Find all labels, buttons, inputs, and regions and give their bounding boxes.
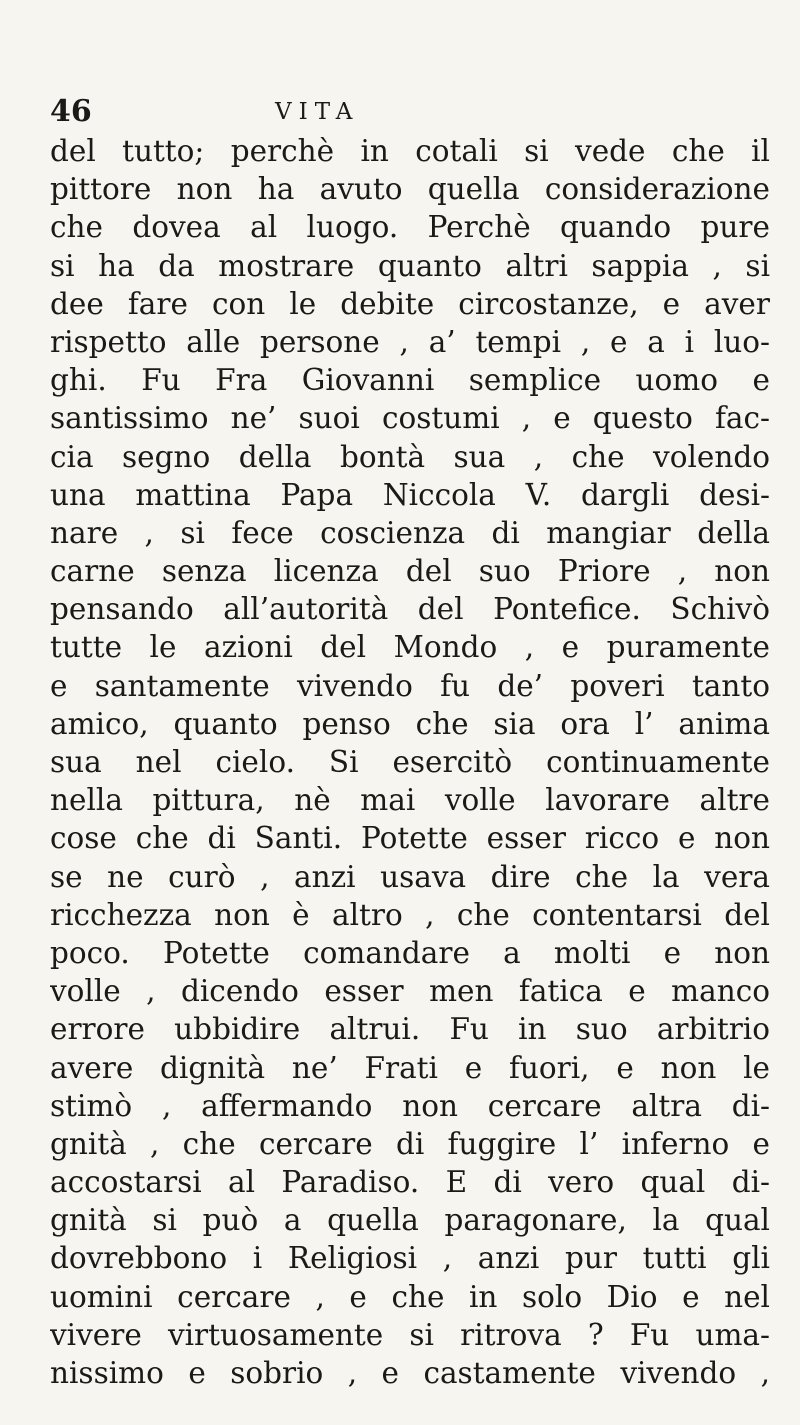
page-header — [50, 92, 770, 132]
text-line: se ne curò , anzi usava dire che la vera — [50, 859, 770, 894]
text-line: carne senza licenza del suo Priore , non — [50, 554, 770, 589]
text-line: rispetto alle persone , a’ tempi , e a i luo- — [50, 324, 770, 359]
text-line: nare , si fece coscienza di mangiar della — [50, 515, 770, 550]
body-text — [50, 132, 770, 1392]
text-line: poco. Potette comandare a molti e non — [50, 935, 770, 970]
text-line: del tutto; perchè in cotali si vede che il — [50, 134, 770, 168]
text-line: ghi. Fu Fra Giovanni semplice uomo e — [50, 363, 770, 398]
text-line: nella pittura, nè mai volle lavorare altre — [50, 783, 770, 818]
text-line: una mattina Papa Niccola V. dargli desi- — [50, 477, 770, 512]
text-line: gnità , che cercare di fuggire l’ inferno e — [50, 1126, 770, 1161]
text-line: dee fare con le debite circostanze, e aver — [50, 286, 770, 321]
text-line: gnità si può a quella paragonare, la qual — [50, 1203, 770, 1238]
text-line: cose che di Santi. Potette esser ricco e non — [50, 821, 770, 856]
text-line: ricchezza non è altro , che contentarsi del — [50, 897, 770, 932]
text-line: volle , dicendo esser men fatica e manco — [50, 974, 770, 1009]
text-line: stimò , affermando non cercare altra di- — [50, 1088, 770, 1123]
text-line: cia segno della bontà sua , che volendo — [50, 439, 770, 474]
text-line: nissimo e sobrio , e castamente vivendo , — [50, 1356, 770, 1390]
text-line: tutte le azioni del Mondo , e puramente — [50, 630, 770, 665]
text-line: pensando all’autorità del Pontefice. Schivò — [50, 592, 770, 627]
text-line: sua nel cielo. Si esercitò continuamente — [50, 745, 770, 779]
text-line: avere dignità ne’ Frati e fuori, e non le — [50, 1050, 770, 1085]
text-line: pittore non ha avuto quella considerazione — [50, 172, 770, 207]
text-line: si ha da mostrare quanto altri sappia , si — [50, 248, 770, 283]
text-line: uomini cercare , e che in solo Dio e nel — [50, 1279, 770, 1314]
text-line: accostarsi al Paradiso. E di vero qual di- — [50, 1165, 770, 1200]
text-line: amico, quanto penso che sia ora l’ anima — [50, 706, 770, 741]
text-line: santissimo ne’ suoi costumi , e questo fac- — [50, 401, 770, 436]
page-number: 46 — [50, 94, 92, 129]
text-line: errore ubbidire altrui. Fu in suo arbitrio — [50, 1012, 770, 1047]
text-line: che dovea al luogo. Perchè quando pure — [50, 210, 770, 245]
text-line: e santamente vivendo fu de’ poveri tanto — [50, 668, 770, 703]
running-head: VITA — [275, 99, 360, 125]
text-line: dovrebbono i Religiosi , anzi pur tutti gli — [50, 1241, 770, 1276]
text-line: vivere virtuosamente si ritrova ? Fu uma- — [50, 1317, 770, 1352]
